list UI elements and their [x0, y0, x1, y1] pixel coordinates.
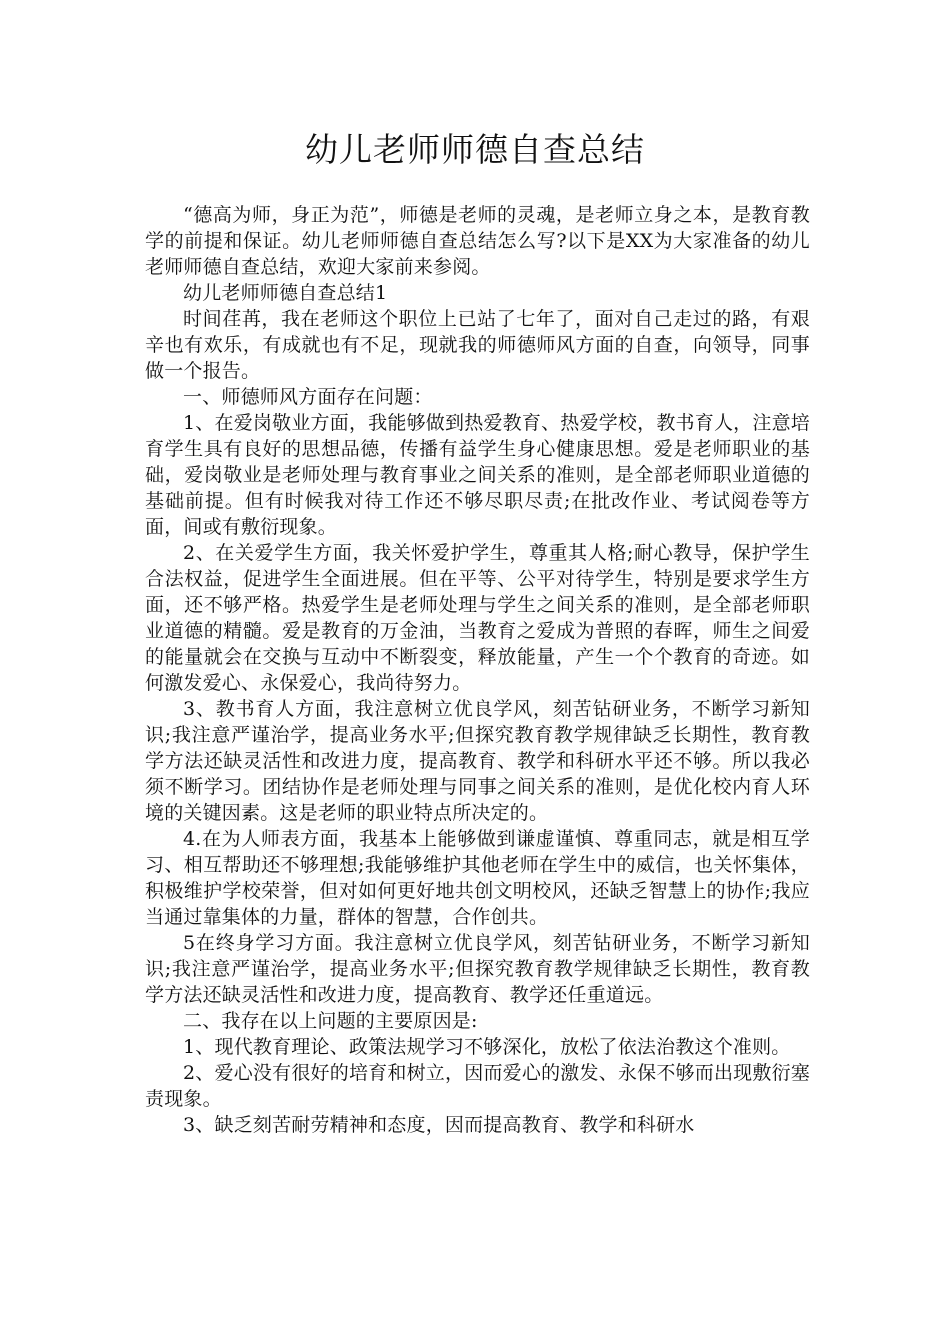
paragraph-reason-3: 3、缺乏刻苦耐劳精神和态度，因而提高教育、教学和科研水: [183, 1114, 695, 1136]
paragraph-item-1: 1、在爱岗敬业方面，我能够做到热爱教育、热爱学校，教书育人，注意培育学生具有良好的思想品德，传播有益学生身心健康思想。爱是老师职业的基础，爱岗敬业是老师处理与教育事业之间关系的准则，是全部老师职业道德的基础前提。但有时候我对待工作还不够尽职尽责;在批改作业、考试阅卷等方面，间或有敷衍现象。: [145, 412, 810, 538]
document-title: 幼儿老师师德自查总结: [305, 130, 645, 169]
paragraph-item-3: 3、教书育人方面，我注意树立优良学风，刻苦钻研业务，不断学习新知识;我注意严谨治学，提高业务水平;但探究教育教学规律缺乏长期性，教育教学方法还缺灵活性和改进力度，提高教育、教学和科研水平还不够。所以我必须不断学习。团结协作是老师处理与同事之间关系的准则，是优化校内育人环境的关键因素。这是老师的职业特点所决定的。: [145, 698, 810, 824]
paragraph-reason-1: 1、现代教育理论、政策法规学习不够深化，放松了依法治教这个准则。: [183, 1036, 791, 1058]
paragraph-opening: 时间荏苒，我在老师这个职位上已站了七年了，面对自己走过的路，有艰辛也有欢乐，有成就也有不足，现就我的师德师风方面的自查，向领导，同事做一个报告。: [145, 308, 810, 382]
paragraph-item-4: 4.在为人师表方面，我基本上能够做到谦虚谨慎、尊重同志，就是相互学习、相互帮助还不够理想;我能够维护其他老师在学生中的威信，也关怀集体，积极维护学校荣誉，但对如何更好地共创文明校风，还缺乏智慧上的协作;我应当通过靠集体的力量，群体的智慧，合作创共。: [145, 828, 810, 928]
paragraph-item-5: 5在终身学习方面。我注意树立优良学风，刻苦钻研业务，不断学习新知识;我注意严谨治学，提高业务水平;但探究教育教学规律缺乏长期性，教育教学方法还缺灵活性和改进力度，提高教育、教学还任重道远。: [145, 932, 810, 1006]
section-heading-problems: 一、师德师风方面存在问题：: [183, 386, 433, 408]
paragraph-reason-2: 2、爱心没有很好的培育和树立，因而爱心的激发、永保不够而出现敷衍塞责现象。: [145, 1062, 810, 1110]
section-heading-reasons: 二、我存在以上问题的主要原因是:: [183, 1010, 478, 1032]
paragraph-subtitle: 幼儿老师师德自查总结1: [183, 282, 388, 304]
paragraph-item-2: 2、在关爱学生方面，我关怀爱护学生，尊重其人格;耐心教导，保护学生合法权益，促进学生全面进展。但在平等、公平对待学生，特别是要求学生方面，还不够严格。热爱学生是老师处理与学生之间关系的准则，是全部老师职业道德的精髓。爱是教育的万金油，当教育之爱成为普照的春晖，师生之间爱的能量就会在交换与互动中不断裂变，释放能量，产生一个个教育的奇迹。如何激发爱心、永保爱心，我尚待努力。: [145, 542, 810, 694]
document-body: [145, 202, 810, 1138]
paragraph-intro: “德高为师，身正为范”，师德是老师的灵魂，是老师立身之本，是教育教学的前提和保证。幼儿老师师德自查总结怎么写?以下是XX为大家准备的幼儿老师师德自查总结，欢迎大家前来参阅。: [145, 204, 810, 278]
